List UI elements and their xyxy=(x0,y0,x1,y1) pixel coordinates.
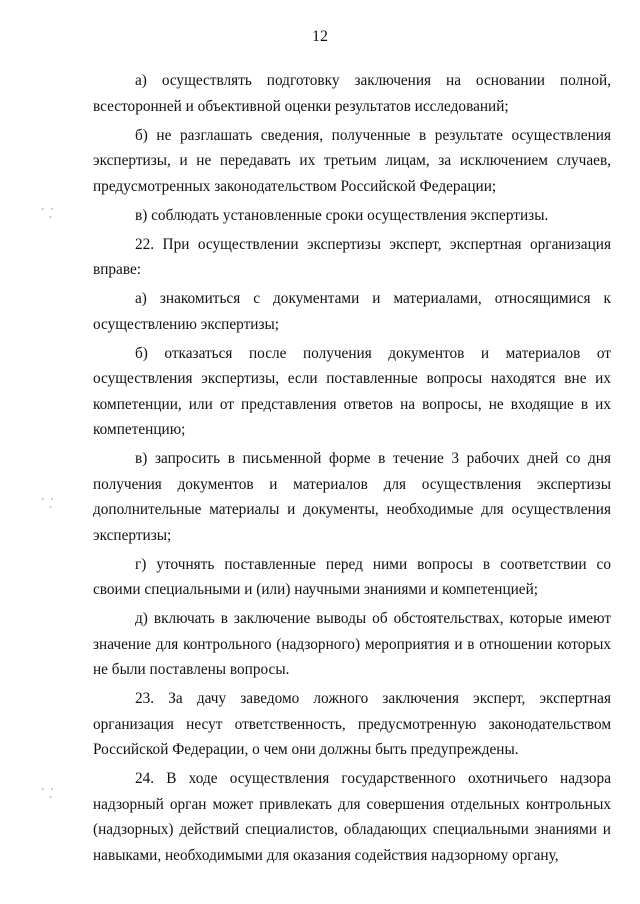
scan-mark-decoration: ˏ ˎ ˎ xyxy=(40,201,55,219)
paragraph-clause-23: 23. За дачу заведомо ложного заключения эксперт, экспертная организация несут ответственность, предусмотренную законодательством Российской Федерации, о чем они должны быть предупреждены. xyxy=(93,690,611,758)
scan-mark-decoration: ˏ ˎ ˎ xyxy=(40,491,55,509)
paragraph-duty-a: а) осуществлять подготовку заключения на основании полной, всесторонней и объективной оценки результатов исследований; xyxy=(93,72,611,115)
scan-mark-decoration: ˏ ˎ ˎ xyxy=(40,781,55,799)
paragraph-right-b: б) отказаться после получения документов и материалов от осуществления экспертизы, если поставленные вопросы находятся вне их компетенции, или от представления ответов на вопросы, не входящие в их компетенцию; xyxy=(93,344,611,438)
paragraph-clause-24: 24. В ходе осуществления государственного охотничьего надзора надзорный орган может привлекать для совершения отдельных контрольных (надзорных) действий специалистов, обладающих специальными знаниями и навыками, необходимыми для оказания содействия надзорному органу, xyxy=(93,770,611,864)
paragraph-right-a: а) знакомиться с документами и материалами, относящимися к осуществлению экспертизы; xyxy=(93,290,611,333)
paragraph-duty-c: в) соблюдать установленные сроки осуществления экспертизы. xyxy=(135,206,549,224)
paragraph-right-e: д) включать в заключение выводы об обстоятельствах, которые имеют значение для контрольного (надзорного) мероприятия и в отношении которых не были поставлены вопросы. xyxy=(93,610,611,678)
page-number: 12 xyxy=(312,28,328,45)
paragraph-right-c: в) запросить в письменной форме в течение 3 рабочих дней со дня получения документов и материалов для осуществления экспертизы дополнительные материалы и документы, необходимые для осуществления экспертизы; xyxy=(93,450,611,544)
paragraph-duty-b: б) не разглашать сведения, полученные в результате осуществления экспертизы, и не передавать их третьим лицам, за исключением случаев, предусмотренных законодательством Российской Федерации; xyxy=(93,126,611,195)
document-body xyxy=(93,68,611,872)
paragraph-clause-22: 22. При осуществлении экспертизы эксперт, экспертная организация вправе: xyxy=(93,235,611,278)
paragraph-right-d: г) уточнять поставленные перед ними вопросы в соответствии со своими специальными и (или) научными знаниями и компетенцией; xyxy=(93,555,611,598)
